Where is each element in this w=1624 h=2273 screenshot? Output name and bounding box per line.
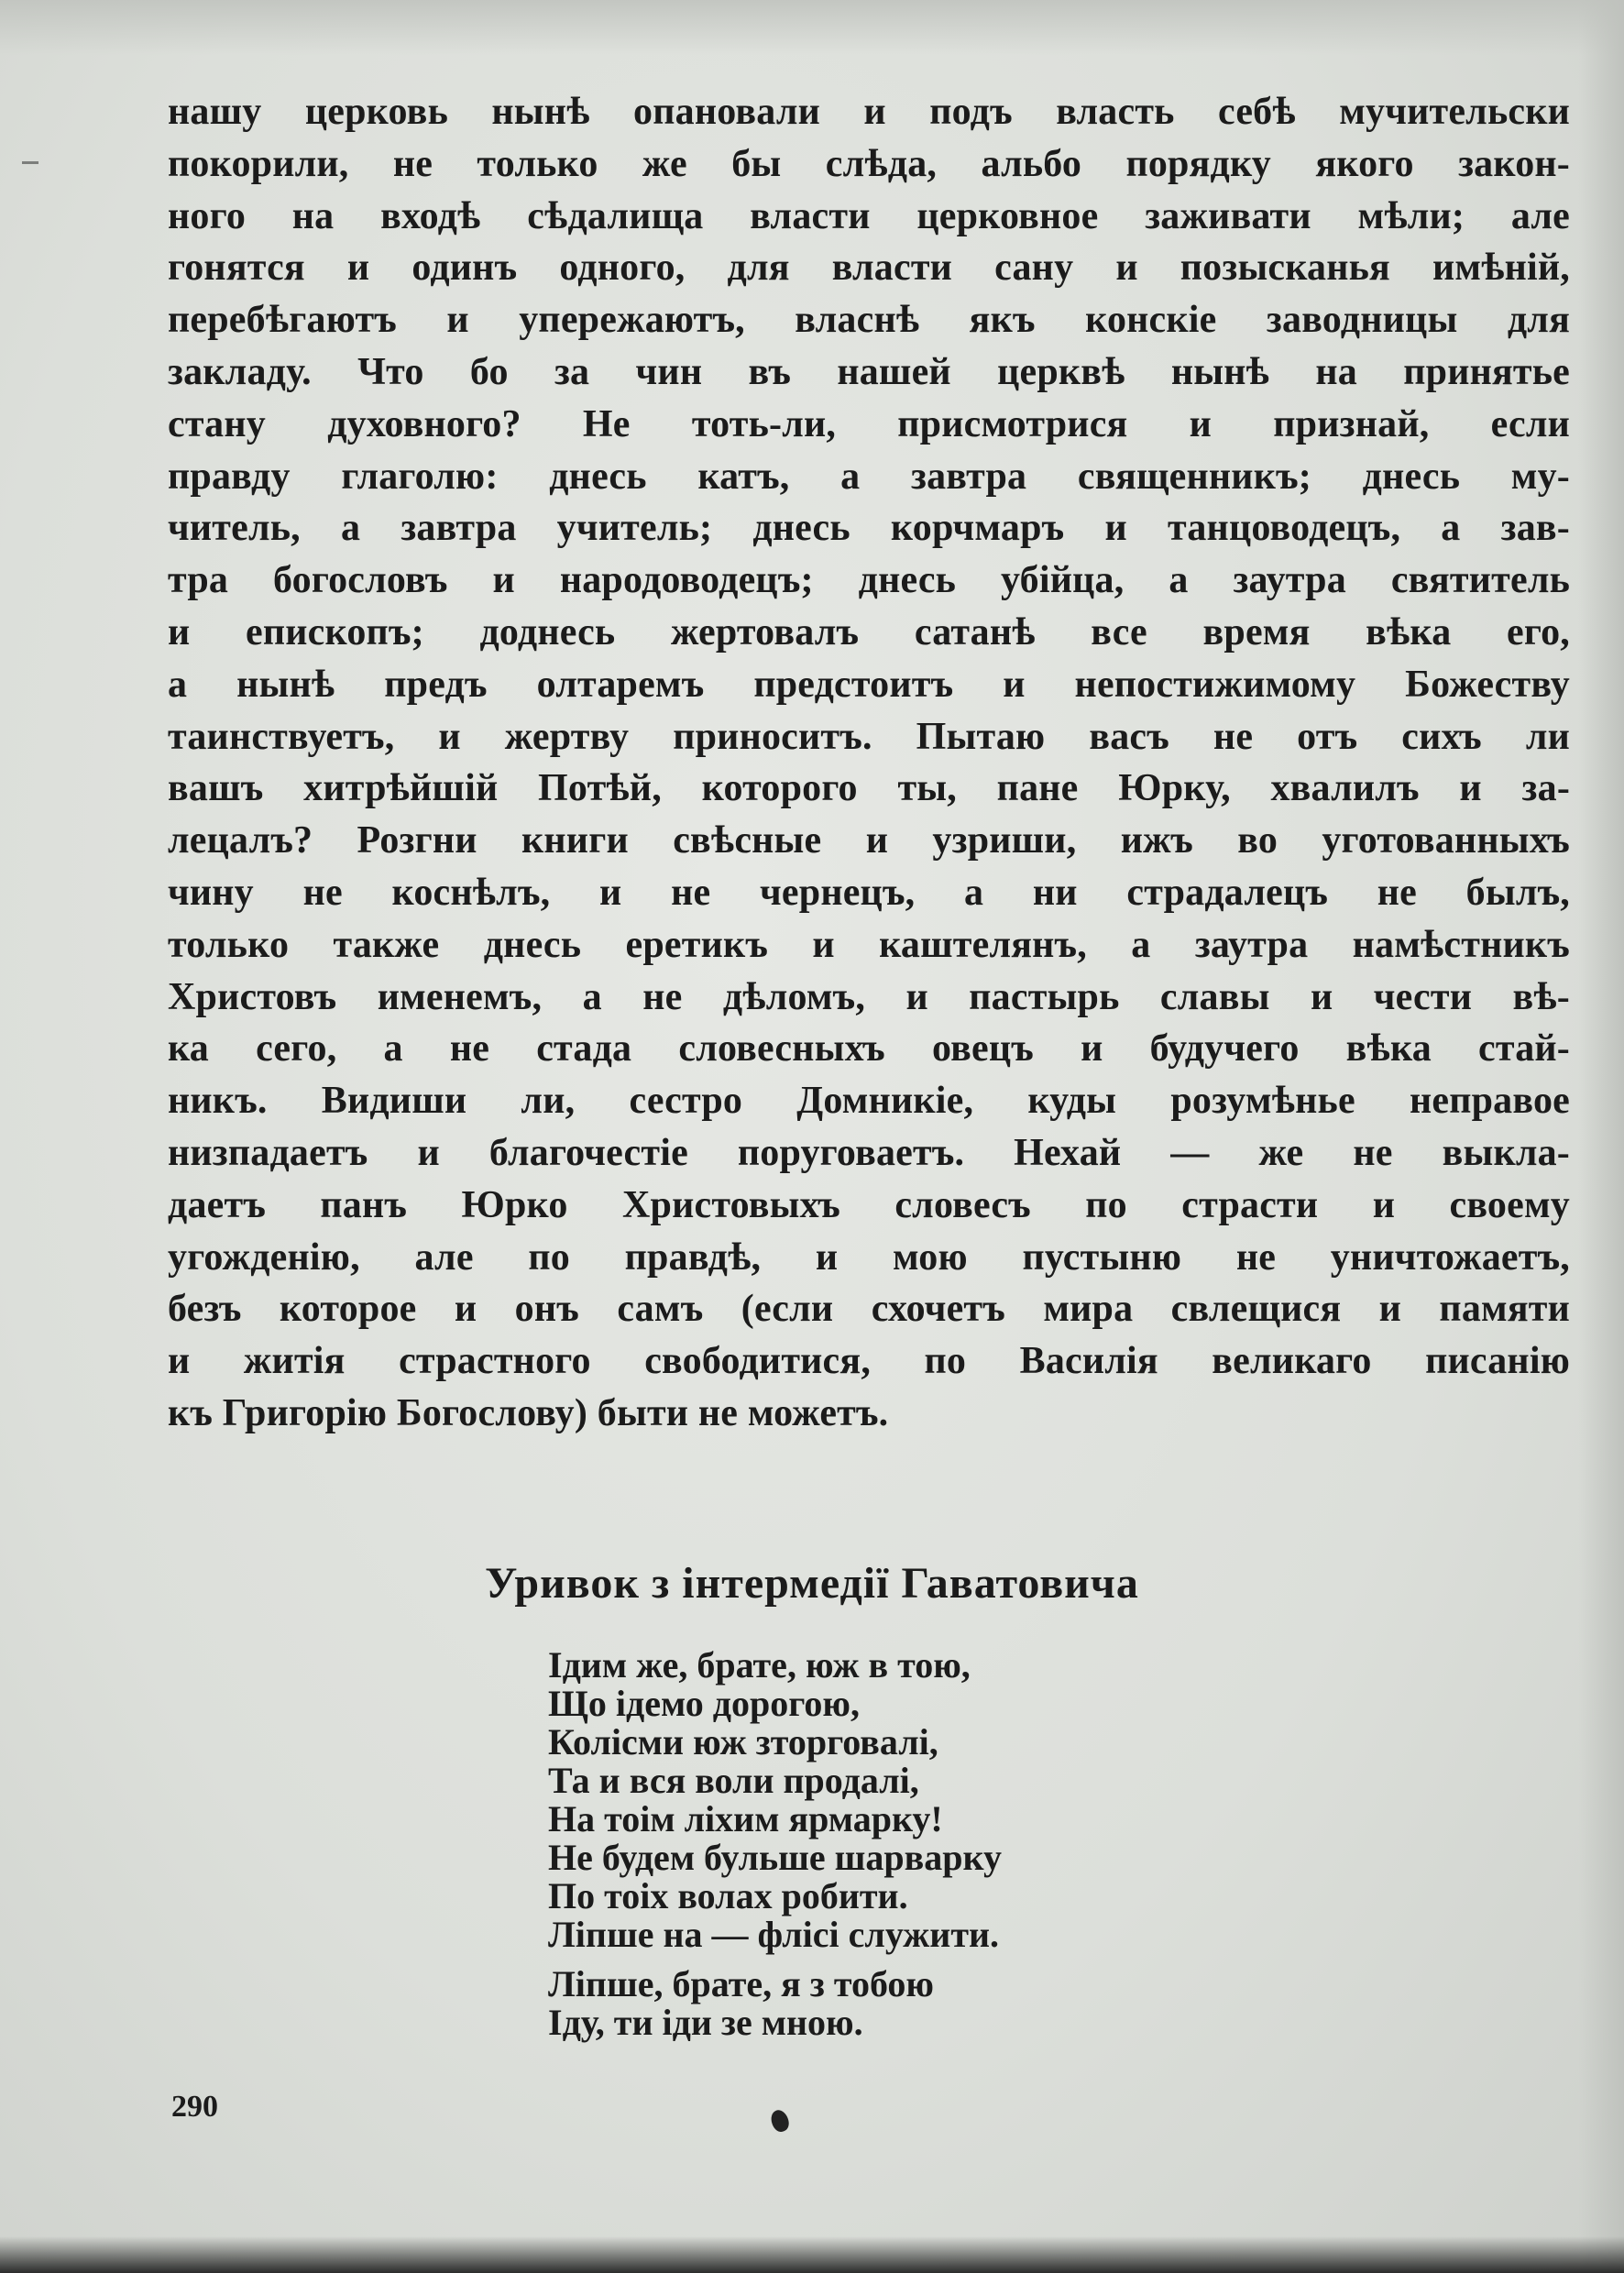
prose-line: вашъ хитрѣйшій Потѣй, которого ты, пане Юрку, хвалилъ и за- (168, 767, 1570, 810)
prose-line: угожденію, але по правдѣ, и мою пустыню не уничтожаетъ, (168, 1235, 1570, 1279)
prose-line: таинствуетъ, и жертву приноситъ. Пытаю васъ не отъ сихъ ли (168, 715, 1570, 758)
prose-block (168, 86, 1570, 1440)
prose-line: правду глаголю: днесь катъ, а завтра священникъ; днесь му- (168, 455, 1570, 498)
prose-line: къ Григорію Богослову) быти не можетъ. (168, 1391, 889, 1434)
prose-line: даетъ панъ Юрко Христовыхъ словесъ по страсти и своему (168, 1183, 1570, 1226)
verse-text: Колісми юж зторговалі, (548, 1721, 938, 1762)
prose-line: нашу церковь нынѣ опановали и подъ власть себѣ мучительски (168, 91, 1570, 133)
prose-line: Христовъ именемъ, а не дѣломъ, и пастырь славы и чести вѣ- (168, 975, 1570, 1018)
verse-text: На тоім ліхим ярмарку! (548, 1798, 943, 1839)
prose-line: безъ которое и онъ самъ (если схочетъ мира свлещися и памяти (168, 1288, 1570, 1331)
prose-line: перебѣгаютъ и упережаютъ, власнѣ якъ конскіе заводницы для (168, 299, 1570, 342)
page-top-shadow (0, 0, 1624, 55)
prose-line: лецалъ? Розгни книги свѣсные и узриши, ижъ во уготованныхъ (168, 819, 1570, 862)
verse-text: Та и вся воли продалі, (548, 1760, 919, 1801)
prose-line: гонятся и одинъ одного, для власти сану и позысканья имѣній, (168, 247, 1570, 290)
prose-line: и епископъ; доднесь жертовалъ сатанѣ все время вѣка его, (168, 610, 1570, 653)
verse-text: По тоіх волах робити. (548, 1875, 908, 1916)
verse-text: Ліпше, брате, я з тобою (548, 1963, 934, 2004)
section-heading: Уривок з інтермедії Гаватовича (485, 1559, 1139, 1608)
prose-line: ка сего, а не стада словесныхъ овецъ и будучего вѣка стай- (168, 1027, 1570, 1071)
page-bottom-edge (0, 2236, 1624, 2273)
verse-text: Не будем бульше шарварку (548, 1837, 1002, 1878)
prose-line: покорили, не только же бы слѣда, альбо порядку якого закон- (168, 142, 1570, 185)
ink-blot (768, 2108, 791, 2135)
verse-text: Іду, ти іди зе мною. (548, 2002, 863, 2043)
margin-mark (22, 161, 38, 164)
prose-line: никъ. Видиши ли, сестро Домникіе, куды розумѣнье неправое (168, 1080, 1570, 1123)
prose-line: только также днесь еретикъ и каштелянъ, а заутра намѣстникъ (168, 923, 1570, 966)
page-right-shadow (1578, 0, 1624, 2273)
prose-line: а нынѣ предъ олтаремъ предстоитъ и непостижимому Божеству (168, 663, 1570, 706)
prose-line: чину не коснѣлъ, и не чернецъ, а ни страдалецъ не былъ, (168, 871, 1570, 914)
page-number: 290 (171, 2090, 218, 2124)
prose-line: читель, а завтра учитель; днесь корчмаръ и танцоводецъ, а зав- (168, 507, 1570, 550)
verse-text: Ідим же, брате, юж в тою, (548, 1644, 971, 1686)
prose-line: закладу. Что бо за чин въ нашей церквѣ нынѣ на принятье (168, 350, 1570, 393)
prose-line: и житія страстного свободитися, по Василія великаго писанію (168, 1340, 1570, 1383)
verse-text: Ліпше на — флісі служити. (548, 1914, 1000, 1955)
prose-line: низпадаетъ и благочестіе поруговаетъ. Нехай — же не выкла- (168, 1131, 1570, 1174)
prose-line: тра богословъ и народоводецъ; днесь убійца, а заутра святитель (168, 559, 1570, 602)
verse-text: Що ідемо дорогою, (548, 1683, 860, 1724)
prose-line: ного на входѣ сѣдалища власти церковное заживати мѣли; але (168, 194, 1570, 237)
prose-line: стану духовного? Не тоть-ли, присмотрися и признай, если (168, 402, 1570, 445)
